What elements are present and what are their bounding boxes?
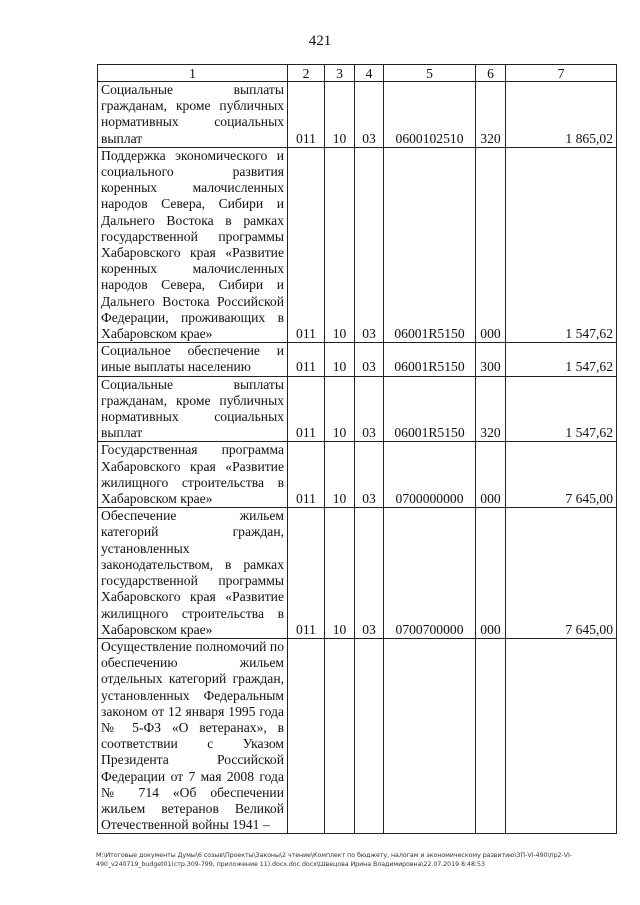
cell-rz: 10	[325, 376, 355, 442]
cell-sum: 7 645,00	[506, 508, 617, 639]
cell-gr: 011	[288, 442, 325, 508]
row-name: Социальное обеспечение и иные выплаты населению	[98, 343, 288, 376]
row-name: Осуществление полномочий по обеспечению жильем отдельных категорий граждан, установленных Федеральным законом от 12 января 1995 года № 5-ФЗ «О ветеранах», в соответствии с Указом Президента Российской Федерации от 7 мая 2008 года № 714 «Об обеспечении жильем ветеранов Великой Отечественной войны 1941 –	[98, 638, 288, 833]
cell-pr: 03	[355, 442, 384, 508]
cell-csr	[384, 638, 476, 833]
cell-gr: 011	[288, 343, 325, 376]
row-name: Социальные выплаты гражданам, кроме публичных нормативных социальных выплат	[98, 82, 288, 148]
cell-sum	[506, 638, 617, 833]
cell-rz: 10	[325, 82, 355, 148]
cell-sum: 1 547,62	[506, 343, 617, 376]
cell-gr: 011	[288, 82, 325, 148]
cell-pr: 03	[355, 82, 384, 148]
cell-gr: 011	[288, 147, 325, 342]
cell-gr: 011	[288, 376, 325, 442]
column-header: 2	[288, 65, 325, 82]
cell-sum: 1 865,02	[506, 82, 617, 148]
cell-vr: 320	[476, 82, 506, 148]
column-header: 1	[98, 65, 288, 82]
table-row	[98, 376, 617, 442]
cell-pr: 03	[355, 376, 384, 442]
cell-vr: 000	[476, 147, 506, 342]
row-name: Социальные выплаты гражданам, кроме публичных нормативных социальных выплат	[98, 376, 288, 442]
column-header: 4	[355, 65, 384, 82]
column-header: 3	[325, 65, 355, 82]
cell-csr: 0600102510	[384, 82, 476, 148]
cell-vr: 000	[476, 508, 506, 639]
cell-csr: 06001R5150	[384, 343, 476, 376]
table-header-row	[98, 65, 617, 82]
cell-pr	[355, 638, 384, 833]
cell-vr: 000	[476, 442, 506, 508]
column-header: 6	[476, 65, 506, 82]
cell-csr: 06001R5150	[384, 376, 476, 442]
cell-vr: 300	[476, 343, 506, 376]
row-name: Обеспечение жильем категорий граждан, установленных законодательством, в рамках государственной программы Хабаровского края «Развитие жилищного строительства в Хабаровском крае»	[98, 508, 288, 639]
cell-sum: 1 547,62	[506, 376, 617, 442]
cell-vr	[476, 638, 506, 833]
cell-sum: 1 547,62	[506, 147, 617, 342]
table-row	[98, 442, 617, 508]
cell-gr	[288, 638, 325, 833]
cell-rz: 10	[325, 442, 355, 508]
cell-vr: 320	[476, 376, 506, 442]
cell-pr: 03	[355, 343, 384, 376]
cell-rz: 10	[325, 508, 355, 639]
table-row	[98, 508, 617, 639]
table-row	[98, 82, 617, 148]
table-row	[98, 343, 617, 376]
cell-gr: 011	[288, 508, 325, 639]
cell-rz	[325, 638, 355, 833]
cell-rz: 10	[325, 343, 355, 376]
page-number: 421	[308, 33, 332, 49]
file-path-footer: M:\Итоговые документы Думы\6 созыв\Проекты\Законы\2 чтение\Комплект по бюджету, налогам и экономическому развитию\3П-VI-490\пр2-VI-490_v240719_budget01(стр.309-799, приложение 11).docx.doc.docx\Швецова Ирина Владимировна\22.07.2019 8:48:53	[96, 852, 573, 868]
cell-pr: 03	[355, 508, 384, 639]
row-name: Поддержка экономического и социального развития коренных малочисленных народов Севера, Сибири и Дальнего Востока в рамках государственной программы Хабаровского края «Развитие коренных малочисленных народов Севера, Сибири и Дальнего Востока Российской Федерации, проживающих в Хабаровском крае»	[98, 147, 288, 342]
table-row	[98, 147, 617, 342]
table-row	[98, 638, 617, 833]
budget-table	[97, 64, 617, 834]
cell-csr: 0700700000	[384, 508, 476, 639]
column-header: 7	[506, 65, 617, 82]
cell-pr: 03	[355, 147, 384, 342]
cell-sum: 7 645,00	[506, 442, 617, 508]
row-name: Государственная программа Хабаровского края «Развитие жилищного строительства в Хабаровском крае»	[98, 442, 288, 508]
cell-rz: 10	[325, 147, 355, 342]
cell-csr: 0700000000	[384, 442, 476, 508]
cell-csr: 06001R5150	[384, 147, 476, 342]
column-header: 5	[384, 65, 476, 82]
